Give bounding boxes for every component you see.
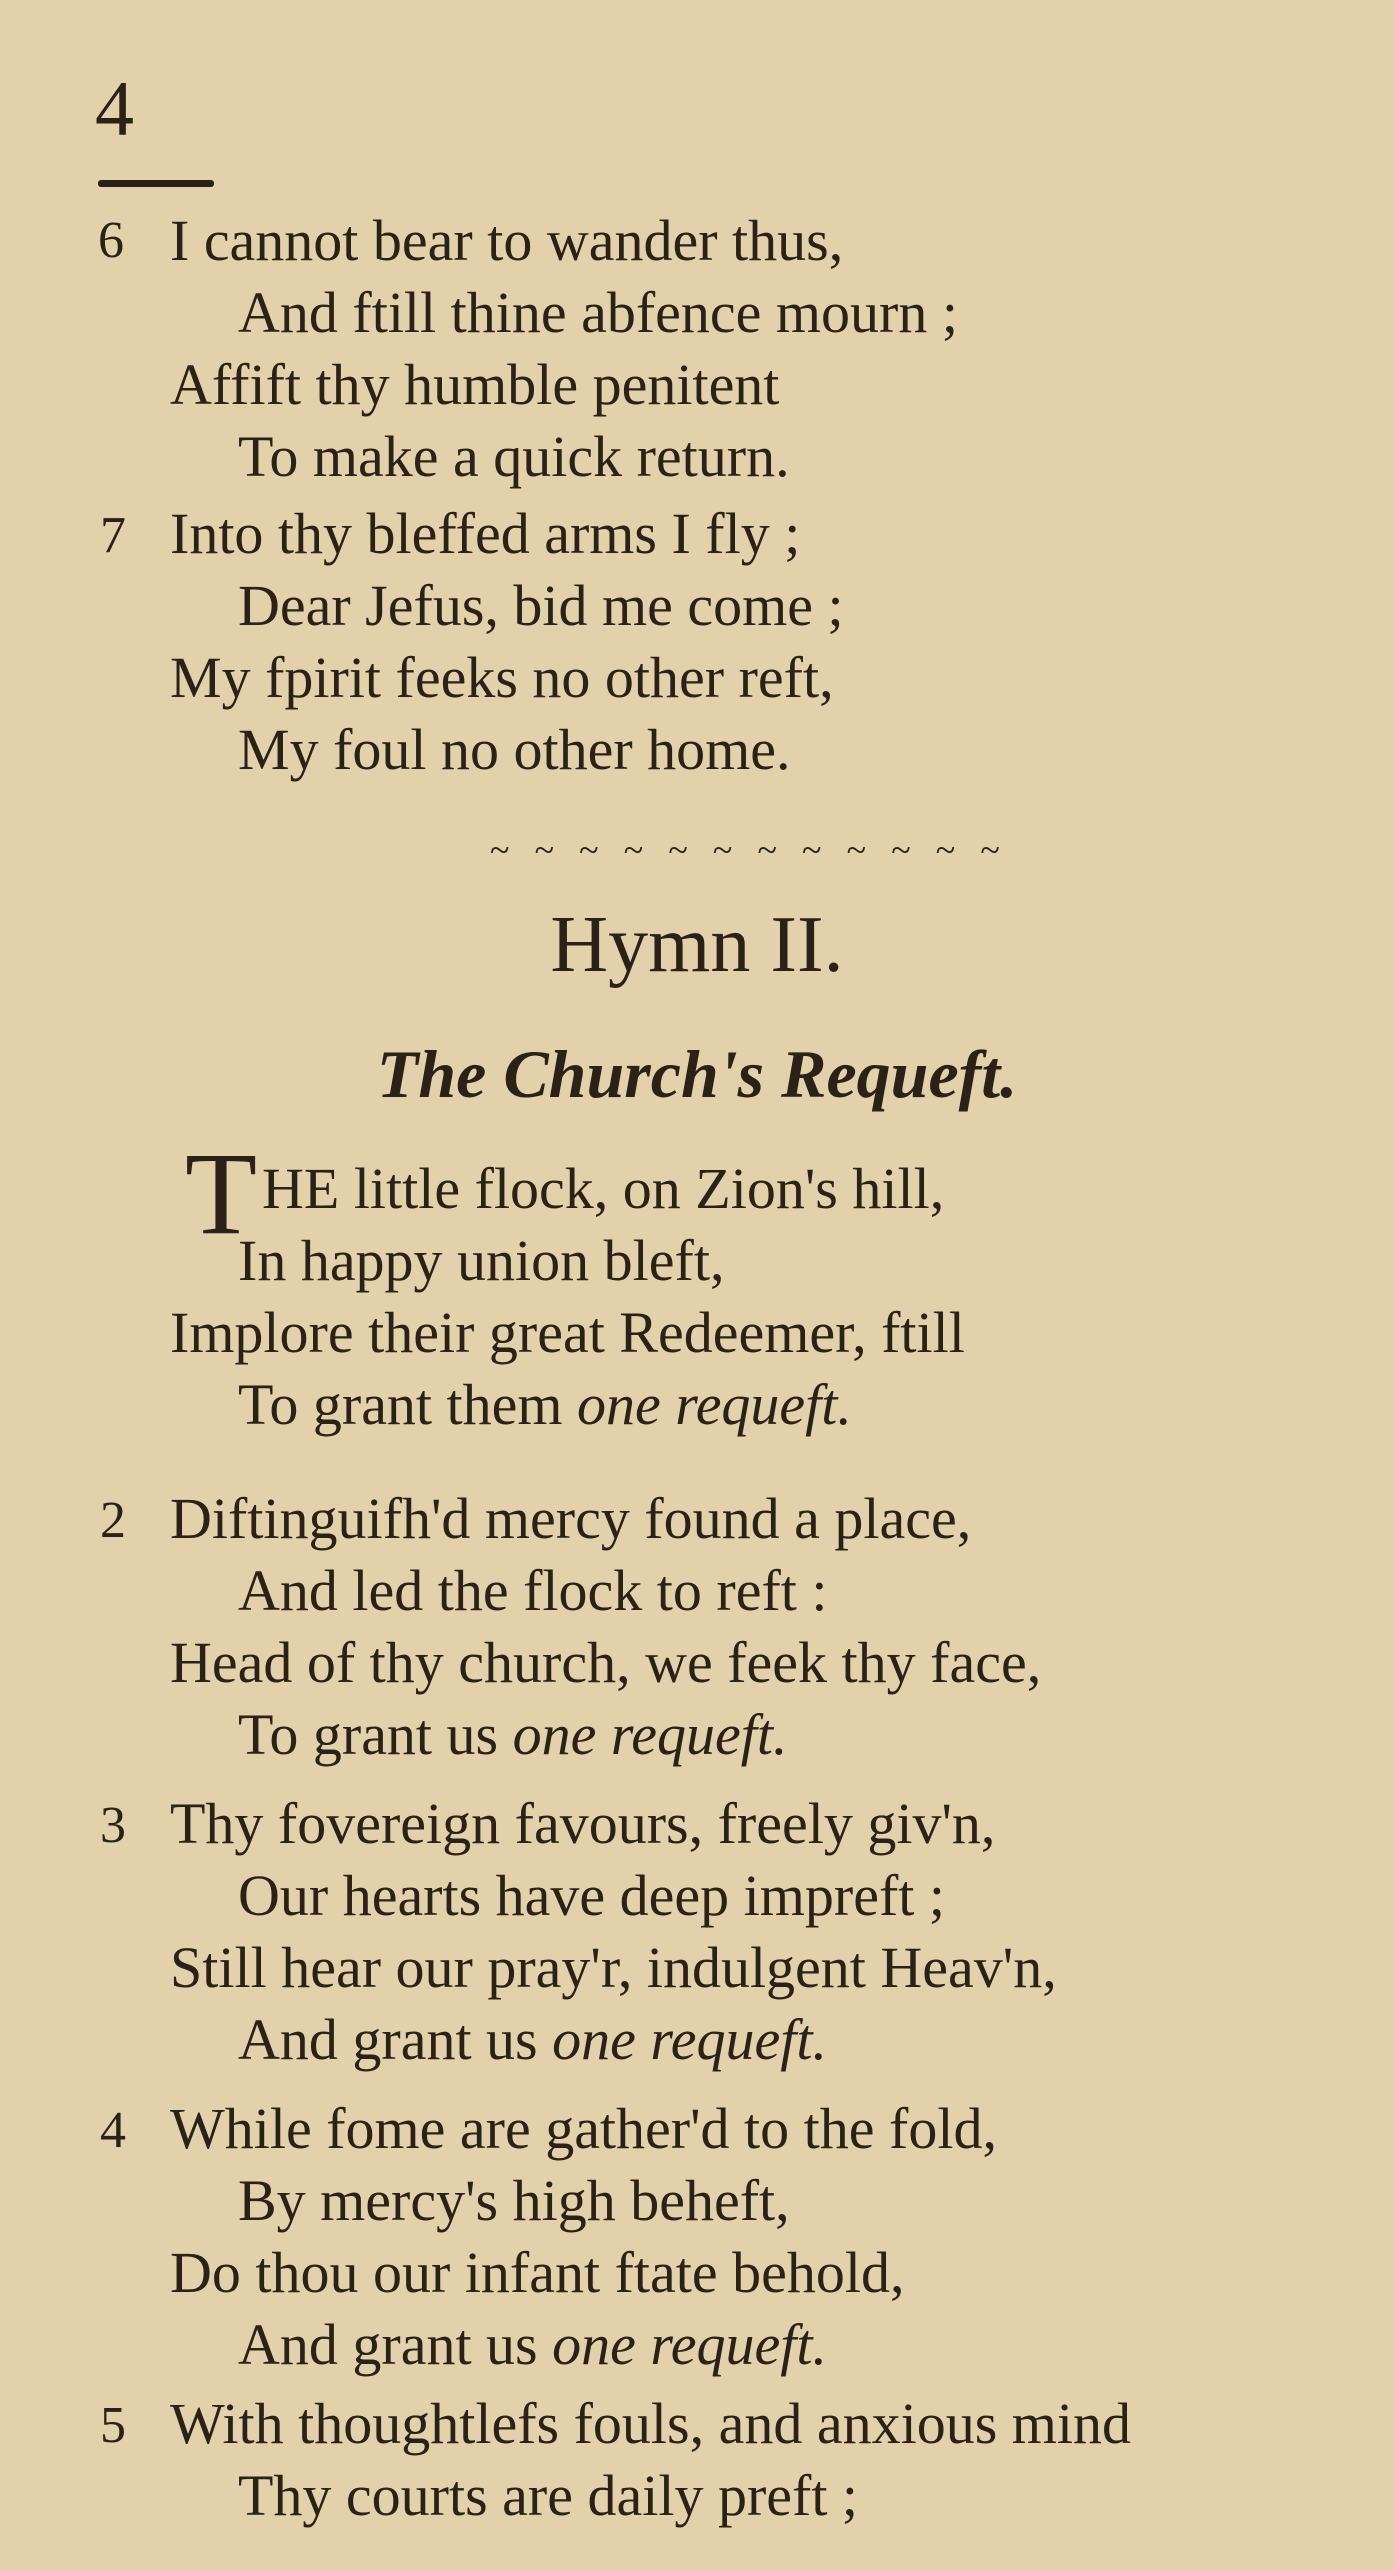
verse-line: I cannot bear to wander thus, <box>170 208 844 273</box>
ornamental-divider <box>490 830 1000 870</box>
verse-line: Do thou our infant ftate behold, <box>170 2240 905 2305</box>
verse-line: Thy courts are daily preft ; <box>238 2463 859 2528</box>
verse-line: Still hear our pray'r, indulgent Heav'n, <box>170 1935 1057 2000</box>
verse-line: My foul no other home. <box>238 717 791 782</box>
ornament-glyph: ~ <box>846 830 867 870</box>
verse-text: To grant us <box>238 1702 513 1767</box>
verse-text: To grant them <box>238 1372 578 1437</box>
stanza-number: 7 <box>100 507 126 564</box>
ornament-glyph: ~ <box>935 830 956 870</box>
ornament-glyph: ~ <box>802 830 822 870</box>
refrain-italic: one requeft. <box>512 1702 788 1767</box>
ornament-glyph: ~ <box>534 830 555 870</box>
verse-line <box>238 1372 852 1437</box>
verse-line <box>238 2007 828 2072</box>
stanza-number: 5 <box>100 2397 126 2454</box>
stanza-number: 4 <box>100 2102 126 2159</box>
verse-line: While fome are gather'd to the fold, <box>170 2096 997 2161</box>
verse-line <box>238 1702 788 1767</box>
stanza-number: 6 <box>98 212 124 269</box>
verse-line: To make a quick return. <box>238 424 790 489</box>
hymn-title: Hymn II. <box>550 901 844 989</box>
verse-line: Our hearts have deep impreft ; <box>238 1863 945 1928</box>
ornament-glyph: ~ <box>490 830 510 870</box>
verse-line: And led the flock to reft : <box>238 1558 828 1623</box>
refrain-italic: one requeft. <box>552 2007 828 2072</box>
verse-line: With thoughtlefs fouls, and anxious mind <box>170 2391 1132 2456</box>
verse-text: And grant us <box>238 2007 553 2072</box>
ornament-glyph: ~ <box>668 830 688 870</box>
verse-line: And ftill thine abfence mourn ; <box>238 280 958 345</box>
header-rule <box>98 180 214 187</box>
drop-cap: T <box>185 1128 258 1259</box>
verse-line: Implore their great Redeemer, ftill <box>170 1300 965 1365</box>
page-number: 4 <box>95 65 134 152</box>
verse-line: By mercy's high beheft, <box>238 2168 790 2233</box>
stanza-number: 3 <box>100 1797 126 1854</box>
ornament-glyph: ~ <box>623 830 644 870</box>
ornament-glyph: ~ <box>980 830 1000 870</box>
stanza-number: 2 <box>100 1492 126 1549</box>
verse-text: And grant us <box>238 2312 553 2377</box>
refrain-italic: one requeft. <box>577 1372 852 1437</box>
refrain-italic: one requeft. <box>552 2312 828 2377</box>
ornament-glyph: ~ <box>891 830 911 870</box>
verse-line: In happy union bleft, <box>238 1228 725 1293</box>
verse-line: My fpirit feeks no other reft, <box>170 645 834 710</box>
ornament-glyph: ~ <box>712 830 733 870</box>
verse-line: Dear Jefus, bid me come ; <box>238 573 844 638</box>
verse-line <box>238 2312 828 2377</box>
verse-line: Diftinguifh'd mercy found a place, <box>170 1486 972 1551</box>
ornament-glyph: ~ <box>757 830 777 870</box>
verse-line: HE little flock, on Zion's hill, <box>262 1156 945 1221</box>
ornament-glyph: ~ <box>579 830 599 870</box>
verse-line: Thy fovereign favours, freely giv'n, <box>170 1791 996 1856</box>
verse-line: Affift thy humble penitent <box>170 352 780 417</box>
hymn-subtitle: The Church's Requeft. <box>376 1036 1018 1112</box>
verse-line: Into thy bleffed arms I fly ; <box>170 501 801 566</box>
verse-line: Head of thy church, we feek thy face, <box>170 1630 1042 1695</box>
